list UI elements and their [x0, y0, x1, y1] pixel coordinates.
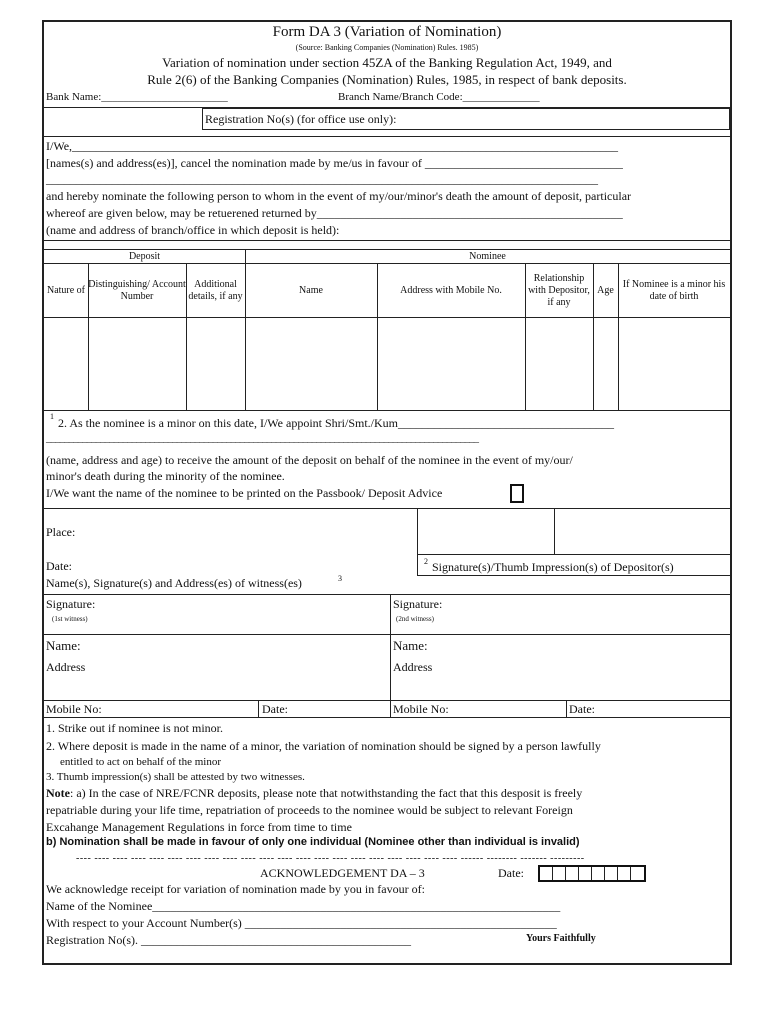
note-2b: entitled to act on behalf of the minor: [60, 756, 221, 768]
nomination-entry-row[interactable]: [44, 318, 730, 410]
date-label[interactable]: Date:: [46, 559, 72, 573]
registration-label: Registration No(s) (for office use only):: [205, 112, 397, 126]
ack-yours-faithfully: Yours Faithfully: [526, 933, 596, 944]
col-nature: Nature of: [46, 284, 86, 296]
col-age: Age: [597, 284, 614, 296]
witness1-signature[interactable]: Signature:: [46, 597, 96, 611]
form-source: (Source: Banking Companies (Nomination) Rules. 1985): [295, 43, 479, 52]
witness2-tag: (2nd witness): [396, 615, 434, 623]
ack-title: ACKNOWLEDGEMENT DA – 3: [260, 866, 425, 880]
note-3: 3. Thumb impression(s) shall be attested by two witnesses.: [46, 771, 305, 783]
witness2-mobile[interactable]: Mobile No:: [393, 702, 449, 716]
guardian-blank-line[interactable]: ________________________________________________________________________________________________: [46, 432, 478, 444]
col-minor-dob: If Nominee is a minor his date of birth: [622, 278, 726, 302]
witness2-signature[interactable]: Signature:: [393, 597, 443, 611]
returned-by-line[interactable]: whereof are given below, may be retuerened returned by___________________________________________________: [46, 206, 623, 220]
minor-footnote-mark: 1: [50, 412, 54, 421]
form-subtitle-2: Rule 2(6) of the Banking Companies (Nomination) Rules, 1985, in respect of bank deposits.: [147, 72, 627, 87]
names-address-line[interactable]: [names(s) and address(es)], cancel the nomination made by me/us in favour of _________________________________: [46, 156, 623, 170]
form-title: Form DA 3 (Variation of Nomination): [272, 24, 502, 40]
branch-name-field[interactable]: Branch Name/Branch Code:______________: [338, 91, 540, 103]
iwe-line[interactable]: I/We,___________________________________________________________________________________________: [46, 139, 619, 153]
witness1-address[interactable]: Address: [46, 660, 86, 674]
depositor-signature-label: Signature(s)/Thumb Impression(s) of Depositor(s): [432, 560, 674, 574]
witness2-address[interactable]: Address: [393, 660, 433, 674]
cut-line: ---- ---- ---- ---- ---- ---- ---- ---- ---- ---- ---- ---- ---- ---- ---- ---- ---- ---- ---- ---- ---- ------ -------- ------- ---------: [76, 853, 585, 864]
guardian-line[interactable]: 2. As the nominee is a minor on this date, I/We appoint Shri/Smt./Kum____________________________________: [58, 416, 615, 430]
hereby-nominate-line: and hereby nominate the following person to whom in the event of my/our/minor's death the amount of deposit, particular: [46, 189, 632, 203]
branch-held-line: (name and address of branch/office in which deposit is held):: [46, 223, 340, 237]
col-additional: Additional details, if any: [188, 278, 243, 302]
ack-date-label: Date:: [498, 866, 524, 880]
witness1-date[interactable]: Date:: [262, 702, 288, 716]
note-label: Note: [46, 786, 70, 800]
passbook-label: I/We want the name of the nominee to be printed on the Passbook/ Deposit Advice: [46, 486, 443, 500]
witness2-date[interactable]: Date:: [569, 702, 595, 716]
col-relationship: Relationship with Depositor, if any: [528, 272, 590, 308]
bank-name-field[interactable]: Bank Name:_______________________: [46, 91, 228, 103]
witness-footnote-mark: 3: [338, 574, 342, 583]
signature-footnote-mark: 2: [424, 557, 428, 566]
note-b: b) Nomination shall be made in favour of only one individual (Nominee other than individual is invalid): [46, 836, 580, 848]
col-account: Distinguishing/ Account Number: [88, 278, 186, 302]
blank-line[interactable]: ____________________________________________________________________________________________: [46, 172, 598, 186]
note-1: 1. Strike out if nominee is not minor.: [46, 721, 223, 735]
ack-registration[interactable]: Registration No(s). _____________________________________________: [46, 933, 411, 947]
nominee-header: Nominee: [469, 250, 506, 262]
note-2a: 2. Where deposit is made in the name of a minor, the variation of nomination should be signed by a person lawfully: [46, 739, 601, 753]
witness-title: Name(s), Signature(s) and Address(es) of witness(es): [46, 576, 302, 590]
witness1-name[interactable]: Name:: [46, 638, 81, 653]
ack-account-number[interactable]: With respect to your Account Number(s) ____________________________________________________: [46, 916, 557, 930]
ack-nominee-name[interactable]: Name of the Nominee____________________________________________________________________: [46, 899, 561, 913]
col-name: Name: [299, 284, 323, 296]
form-subtitle-1: Variation of nomination under section 45ZA of the Banking Regulation Act, 1949, and: [162, 55, 612, 70]
minority-line: minor's death during the minority of the nominee.: [46, 469, 285, 483]
note-a-text: : a) In the case of NRE/FCNR deposits, please note that notwithstanding the fact that this desposit is freely: [70, 786, 583, 800]
col-address: Address with Mobile No.: [400, 284, 502, 296]
deposit-header: Deposit: [128, 250, 161, 262]
witness1-mobile[interactable]: Mobile No:: [46, 702, 102, 716]
note-a-line3: Excahange Management Regulations in force from time to time: [46, 820, 352, 834]
witness2-name[interactable]: Name:: [393, 638, 428, 653]
witness1-tag: (1st witness): [52, 615, 88, 623]
guardian-receive-line: (name, address and age) to receive the amount of the deposit on behalf of the nominee in the event of my/our/: [46, 453, 573, 467]
note-a-line1: [46, 786, 582, 801]
ack-date-boxes[interactable]: [538, 865, 646, 882]
depositor-signature-box-2[interactable]: [554, 509, 730, 555]
depositor-signature-box-1[interactable]: [417, 509, 555, 555]
note-a-line2: repatriable during your life time, repatriation of proceeds to the nominee would be subject to relevant Foreign: [46, 803, 573, 817]
passbook-checkbox[interactable]: [510, 484, 524, 503]
place-label[interactable]: Place:: [46, 525, 76, 539]
ack-receipt: We acknowledge receipt for variation of nomination made by you in favour of:: [46, 882, 425, 896]
